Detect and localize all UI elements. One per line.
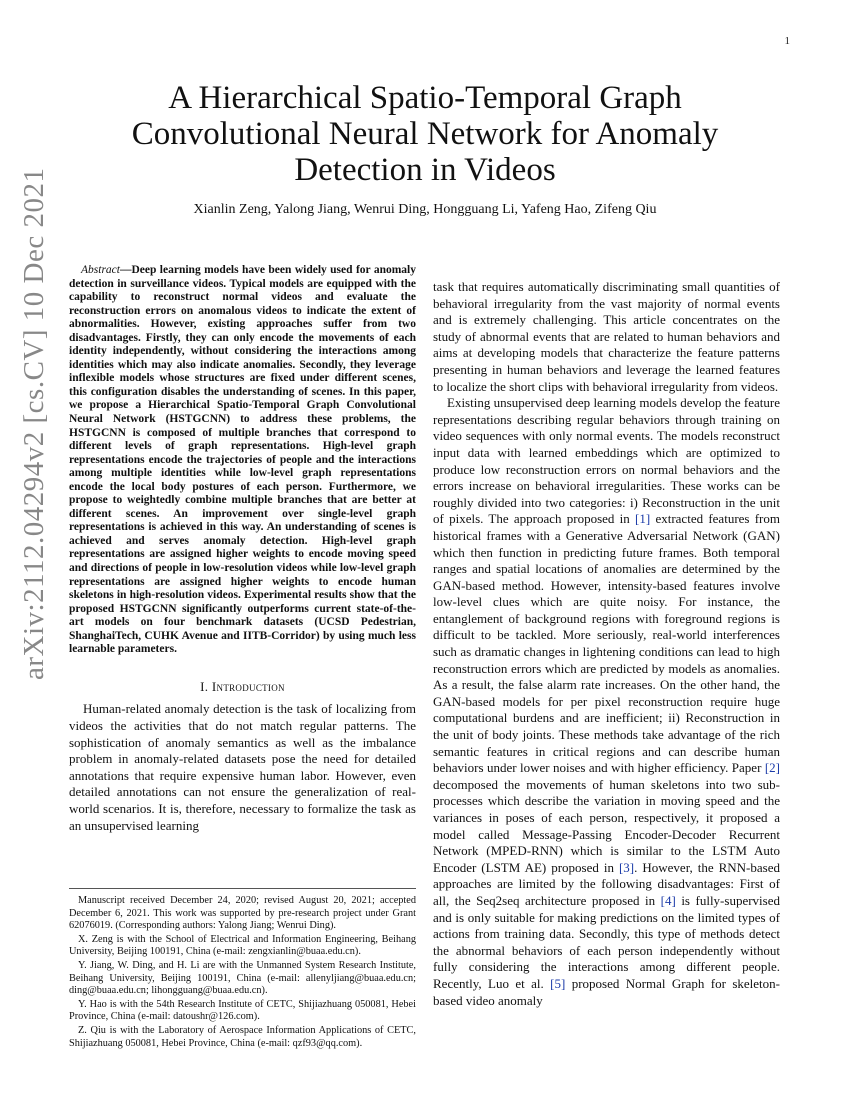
paragraph-text: extracted features from historical frames with a Generative Adversarial Network (GAN) which then function in predicting future frames. Both temporal ranges and spatial locations of anomalies are determined by the GAN-based method. However, intensity-based features involve low-level clues which are quite noisy. For instance, the entanglement of background regions with foreground regions is difficult to be tackled. More seriously, real-world interferences such as dramatic changes in lightening conditions can lead to high reconstruction errors which are predicted by models as anomalies. As a result, the false alarm rate increases. On the other hand, the GAN-based models for per pixel reconstruction require huge computational burdens and are inefficient; ii) Reconstruction in the unit of body joints. These methods take advantage of the rich semantic features in critical regions and can describe human behaviors under lower noises and with higher efficiency. Paper	[433, 511, 780, 776]
section-heading-introduction: I. Introduction	[200, 678, 285, 694]
abstract-text: —Deep learning models have been widely used for anomaly detection in surveillance videos. Typical models are equipped with the capability to reconstruct normal videos and evaluate the reconstruction errors on anomalous videos to indicate the extent of abnormalities. However, existing approaches suffer from two disadvantages. Firstly, they can only encode the movements of each identity independently, without considering the interactions among identities which may also indicate anomalies. Secondly, they leverage inflexible models whose structures are fixed under different scenes, this configuration disables the understanding of scenes. In this paper, we propose a Hierarchical Spatio-Temporal Graph Convolutional Neural Network (HSTGCNN) to address these problems, the HSTGCNN is composed of multiple branches that correspond to different levels of graph representations. High-level graph representations encode the trajectories of people and the interactions among multiple identities while low-level graph representations encode the local body postures of each person. Furthermore, we propose to weightedly combine multiple branches that are better at different scenes. An improvement over single-level graph representations is achieved in this way. An understanding of scenes is achieved and serves anomaly detection. High-level graph representations are assigned higher weights to encode moving speed and directions of people in low-resolution videos while low-level graph representations are assigned higher weights to encode human skeletons in high-resolution videos. Experimental results show that the proposed HSTGCNN significantly outperforms current state-of-the-art models on four benchmark datasets (UCSD Pedestrian, ShanghaiTech, CUHK Avenue and IITB-Corridor) by using much less learnable parameters.	[69, 264, 416, 656]
arxiv-identifier: arXiv:2112.04294v2 [cs.CV] 10 Dec 2021	[18, 167, 50, 680]
abstract-lead: Abstract	[81, 264, 120, 276]
footnote-jiang-ding-li: Y. Jiang, W. Ding, and H. Li are with the Unmanned System Research Institute, Beihang University, Beijing 100191, China (e-mail: allenyljiang@buaa.edu.cn; ding@buaa.edu.cn; lihongguang@buaa.edu.cn).	[69, 959, 416, 997]
footnote-hao: Y. Hao is with the 54th Research Institute of CETC, Shijiazhuang 050081, Hebei Province, China (e-mail: datoushr@126.com).	[69, 998, 416, 1023]
citation-link[interactable]: [3]	[618, 859, 635, 875]
right-column	[433, 279, 780, 1009]
footnote-manuscript: Manuscript received December 24, 2020; revised August 20, 2021; accepted December 6, 2021. This work was supported by pre-research project under Grant 62076019. (Corresponding authors: Yalong Jiang; Wenrui Ding).	[69, 895, 416, 932]
paragraph-text: Existing unsupervised deep learning models develop the feature representations describing regular behaviors through training on video sequences with only normal events. The models reconstruct input data with learned embeddings which are optimized to produce low reconstruction errors on normal behaviors and the errors increase on behavioral irregularities. These works can be roughly divided into two categories: i) Reconstruction in the unit of pixels. The approach proposed in	[433, 395, 780, 527]
author-list: Xianlin Zeng, Yalong Jiang, Wenrui Ding, Hongguang Li, Yafeng Hao, Zifeng Qiu	[193, 202, 657, 217]
citation-link[interactable]: [5]	[550, 975, 566, 991]
footnotes	[69, 888, 416, 1051]
paragraph-text: . However, the RNN-based approaches are limited by the following disadvantages: First of all, the Seq2seq architecture proposed in	[433, 859, 780, 908]
citation-link[interactable]: [1]	[635, 511, 651, 527]
paragraph-text: decomposed the movements of human skeletons into two sub-processes which describe the variation in moving speed and the variances in poses of each person, respectively, it proposed a model called Message-Passing Encoder-Decoder Recurrent Network (MPED-RNN) which is similar to the LSTM Auto Encoder (LSTM AE) proposed in	[433, 776, 780, 875]
left-column	[69, 264, 416, 834]
intro-paragraph-1: Human-related anomaly detection is the task of localizing from videos the activities that do not match regular patterns. The sophistication of anomaly semantics as well as the imbalance problem in anomaly-related datasets pose the need for detailed annotations that require expensive human labor. However, even detailed annotations can not ensure the generalization of real-world scenarios. It is, therefore, necessary to formalize the task as an unsupervised learning	[69, 701, 416, 833]
citation-link[interactable]: [4]	[660, 892, 676, 908]
intro-paragraph-1-continued: task that requires automatically discriminating small quantities of behavioral irregularity from the vast majority of normal events and is extremely challenging. This article concentrates on the study of abnormal events that are related to human behaviors and aims at developing models that characterize the feature patterns presenting in human behaviors and leverage the learned features to localize the short clips with behavioral irregularity from videos.	[433, 279, 780, 394]
paper-title: A Hierarchical Spatio-Temporal Graph Convolutional Neural Network for Anomaly Detection in Videos	[131, 80, 719, 188]
paragraph-text: proposed Normal Graph for skeleton-based video anomaly	[433, 975, 780, 1008]
paragraph-text: is fully-supervised and is only suitable for making predictions on the limited types of actions from training data. Secondly, this type of methods detect the abnormal behaviors of each person independently without fully considering the interactions among different people. Recently, Luo et al.	[433, 892, 780, 991]
intro-paragraph-2	[433, 395, 780, 1009]
footnote-zeng: X. Zeng is with the School of Electrical and Information Engineering, Beihang University, Beijing 100191, China (e-mail: zengxianlin@buaa.edu.cn).	[69, 933, 416, 958]
abstract	[69, 264, 416, 657]
footnote-qiu: Z. Qiu is with the Laboratory of Aerospace Information Applications of CETC, Shijiazhuang 050081, Hebei Province, China (e-mail: qzf93@qq.com).	[69, 1024, 416, 1049]
page-number: 1	[784, 35, 790, 47]
citation-link[interactable]: [2]	[764, 760, 780, 776]
